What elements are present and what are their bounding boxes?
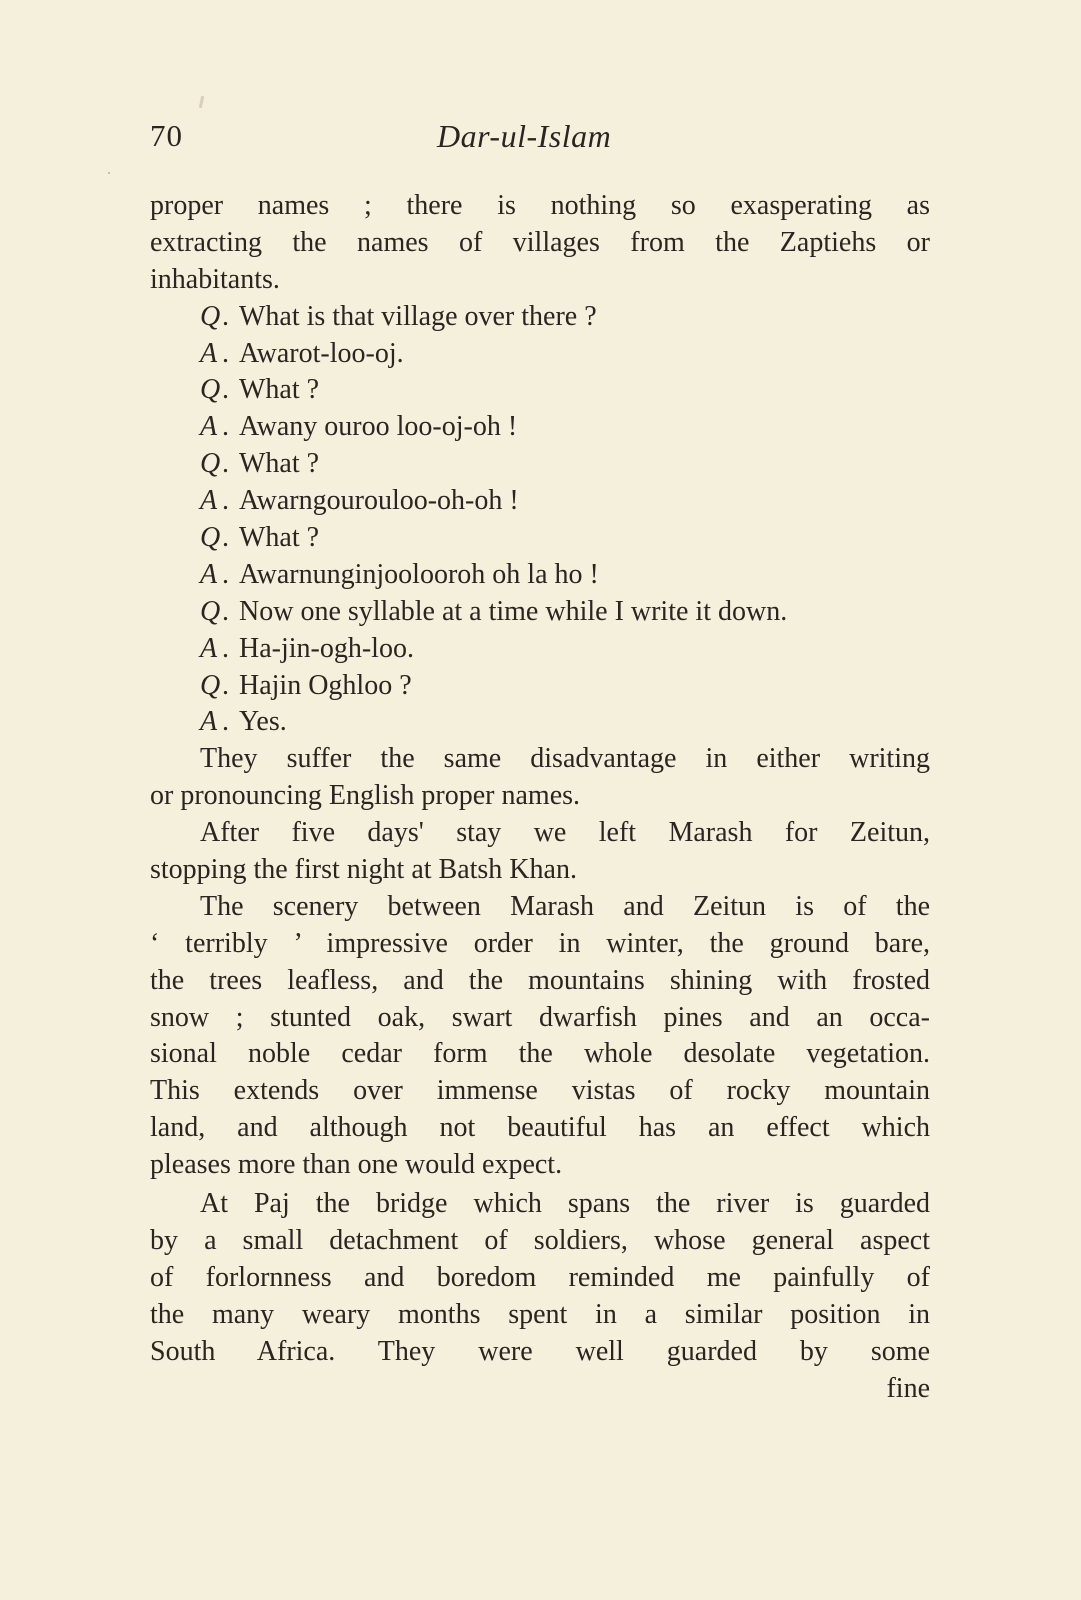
dialogue-line: A . Awarnunginjoolooroh oh la ho ! [150,557,930,594]
text-line: They suffer the same disadvantage in either writing [200,743,930,775]
body-text [150,188,930,1407]
text-line: inhabitants. [150,263,280,295]
text-line: The scenery between Marash and Zeitun is of the [200,890,930,922]
catchword: fine [886,1372,930,1404]
dialogue-speaker: Q [200,669,221,701]
dialogue-text: What is that village over there ? [239,300,597,332]
paper-speck [108,172,110,174]
running-title: Dar-ul-Islam [437,118,612,154]
dialogue-text: What ? [239,522,320,554]
text-line: by a small detachment of soldiers, whose general aspect [150,1224,930,1256]
dialogue-speaker: A [200,558,218,590]
text-line: ‘ terribly ’ impressive order in winter, the ground bare, [150,927,930,959]
text-line: land, and although not beautiful has an effect which [150,1112,930,1144]
text-line: of forlornness and boredom reminded me painfully of [150,1261,930,1293]
dialogue-line: Q. Hajin Oghloo ? [150,668,930,705]
dialogue-line: A . Awarngourouloo-oh-oh ! [150,483,930,520]
dialogue-text: Yes. [239,706,287,738]
dialogue-speaker: A [200,337,218,369]
dialogue-text: Awarot-loo-oj. [239,337,404,369]
paper-mark [199,96,204,108]
dialogue-speaker: Q [200,595,221,627]
dialogue-text: What ? [239,374,320,406]
dialogue-text: Awany ouroo loo-oj-oh ! [239,411,518,443]
dialogue-speaker: Q [200,522,221,554]
text-line: South Africa. They were well guarded by some [150,1335,930,1367]
page-number: 70 [150,118,183,153]
dialogue-speaker: A [200,632,218,664]
dialogue [150,299,930,742]
dialogue-text: Ha-jin-ogh-loo. [239,632,414,664]
dialogue-line: A . Ha-jin-ogh-loo. [150,631,930,668]
text-line: extracting the names of villages from the Zaptiehs or [150,226,930,258]
dialogue-speaker: Q [200,300,221,332]
text-line: proper names ; there is nothing so exasperating as [150,190,930,221]
dialogue-text: Awarngourouloo-oh-oh ! [239,485,519,517]
text-line: sional noble cedar form the whole desolate vegetation. [150,1038,930,1070]
dialogue-line: Q. What ? [150,372,930,409]
dialogue-speaker: A [200,706,218,738]
dialogue-text: Awarnunginjoolooroh oh la ho ! [239,558,599,590]
text-line: After five days' stay we left Marash for Zeitun, [200,817,930,849]
dialogue-line: Q. What is that village over there ? [150,299,930,336]
dialogue-speaker: A [200,485,218,517]
page-header [150,118,930,168]
dialogue-line: Q. What ? [150,446,930,483]
text-line: This extends over immense vistas of rocky mountain [150,1075,930,1107]
dialogue-text: Hajin Oghloo ? [239,669,412,701]
text-line: At Paj the bridge which spans the river is guarded [200,1188,930,1220]
dialogue-text: What ? [239,448,320,480]
dialogue-speaker: Q [200,448,221,480]
text-line: stopping the first night at Batsh Khan. [150,854,577,886]
dialogue-line: A . Awarot-loo-oj. [150,336,930,373]
text-line: snow ; stunted oak, swart dwarfish pines and an occa- [150,1001,930,1033]
dialogue-line: Q. What ? [150,520,930,557]
text-line: pleases more than one would expect. [150,1149,563,1181]
dialogue-speaker: A [200,411,218,443]
text-line: or pronouncing English proper names. [150,780,581,812]
dialogue-speaker: Q [200,374,221,406]
text-line: the many weary months spent in a similar position in [150,1298,930,1330]
dialogue-line: A . Yes. [150,704,930,741]
text-line: the trees leafless, and the mountains shining with frosted [150,964,930,996]
dialogue-line: A . Awany ouroo loo-oj-oh ! [150,409,930,446]
dialogue-line: Q. Now one syllable at a time while I write it down. [150,594,930,631]
dialogue-text: Now one syllable at a time while I write it down. [239,595,788,627]
